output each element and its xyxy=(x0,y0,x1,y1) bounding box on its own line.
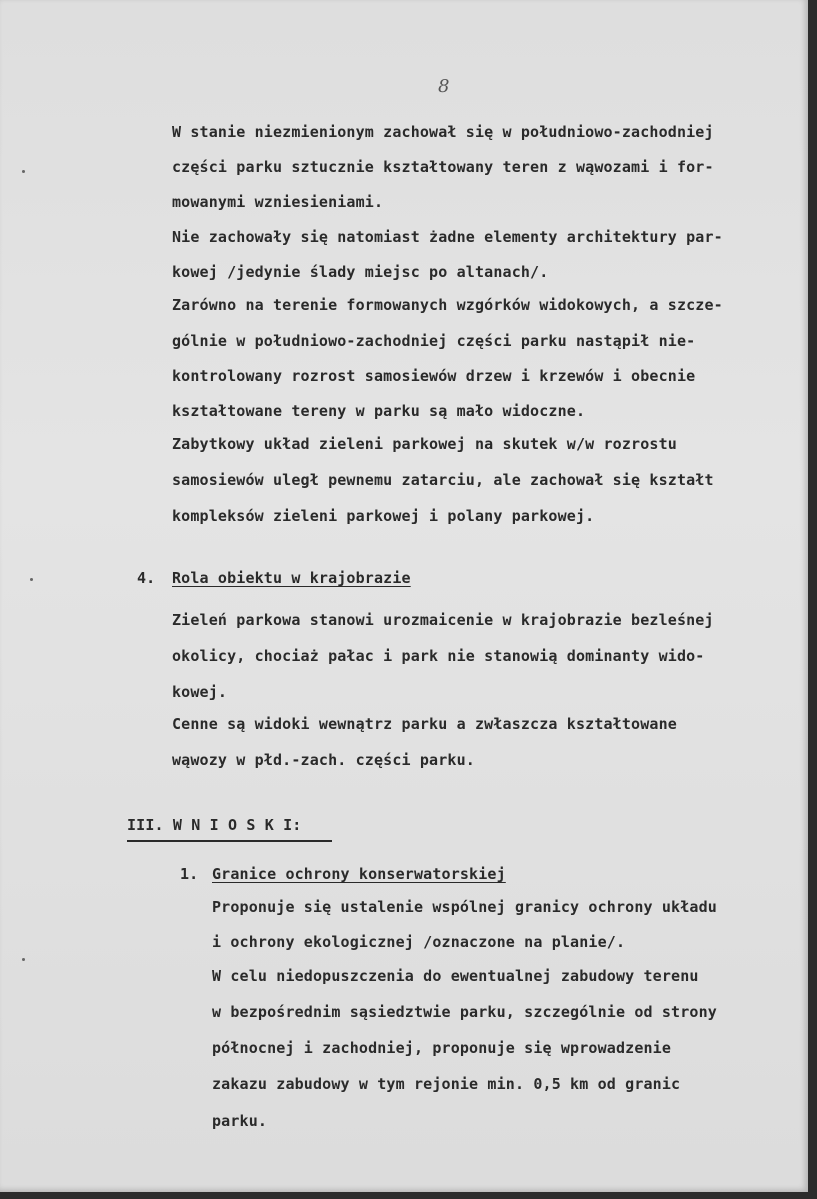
section-heading-conclusions: III. W N I O S K I: xyxy=(127,816,302,834)
text-line: kształtowane tereny w parku są mało widoczne. xyxy=(172,402,586,420)
text-line: kontrolowany rozrost samosiewów drzew i krzewów i obecnie xyxy=(172,367,696,385)
text-line: okolicy, chociaż pałac i park nie stanowią dominanty wido- xyxy=(172,647,705,665)
text-line: północnej i zachodniej, proponuje się wprowadzenie xyxy=(212,1039,672,1057)
text-line: Cenne są widoki wewnątrz parku a zwłaszcza kształtowane xyxy=(172,715,677,733)
text-line: części parku sztucznie kształtowany teren z wąwozami i for- xyxy=(172,158,714,176)
text-line: mowanymi wzniesieniami. xyxy=(172,193,384,211)
text-line: gólnie w południowo-zachodniej części parku nastąpił nie- xyxy=(172,332,696,350)
scan-speck xyxy=(22,958,25,961)
scan-border-bottom xyxy=(0,1192,817,1199)
text-line: zakazu zabudowy w tym rejonie min. 0,5 km od granic xyxy=(212,1075,681,1093)
heading-underline xyxy=(127,840,332,842)
text-line: Zarówno na terenie formowanych wzgórków widokowych, a szcze- xyxy=(172,296,723,314)
text-line: samosiewów uległ pewnemu zatarciu, ale zachował się kształt xyxy=(172,471,714,489)
text-line: w bezpośrednim sąsiedztwie parku, szczególnie od strony xyxy=(212,1003,717,1021)
text-line: Zieleń parkowa stanowi urozmaicenie w krajobrazie bezleśnej xyxy=(172,611,714,629)
text-line: kowej. xyxy=(172,683,228,701)
scan-speck xyxy=(22,170,25,173)
text-line: W stanie niezmienionym zachował się w południowo-zachodniej xyxy=(172,123,714,141)
scan-speck xyxy=(30,578,33,581)
text-line: Nie zachowały się natomiast żadne elementy architektury par- xyxy=(172,228,723,246)
scan-border-right xyxy=(808,0,817,1199)
text-line: parku. xyxy=(212,1112,268,1130)
page-number: 8 xyxy=(438,76,450,97)
section-number: 4. xyxy=(137,569,156,587)
text-line: kompleksów zieleni parkowej i polany parkowej. xyxy=(172,507,595,525)
section-heading: Rola obiektu w krajobrazie xyxy=(172,569,411,587)
text-line: kowej /jedynie ślady miejsc po altanach/. xyxy=(172,263,549,281)
text-line: Zabytkowy układ zieleni parkowej na skutek w/w rozrostu xyxy=(172,435,677,453)
subsection-number: 1. xyxy=(180,865,199,883)
text-line: wąwozy w płd.-zach. części parku. xyxy=(172,751,475,769)
text-line: i ochrony ekologicznej /oznaczone na planie/. xyxy=(212,933,626,951)
text-line: W celu niedopuszczenia do ewentualnej zabudowy terenu xyxy=(212,967,699,985)
subsection-heading: Granice ochrony konserwatorskiej xyxy=(212,865,506,883)
text-line: Proponuje się ustalenie wspólnej granicy ochrony układu xyxy=(212,898,717,916)
